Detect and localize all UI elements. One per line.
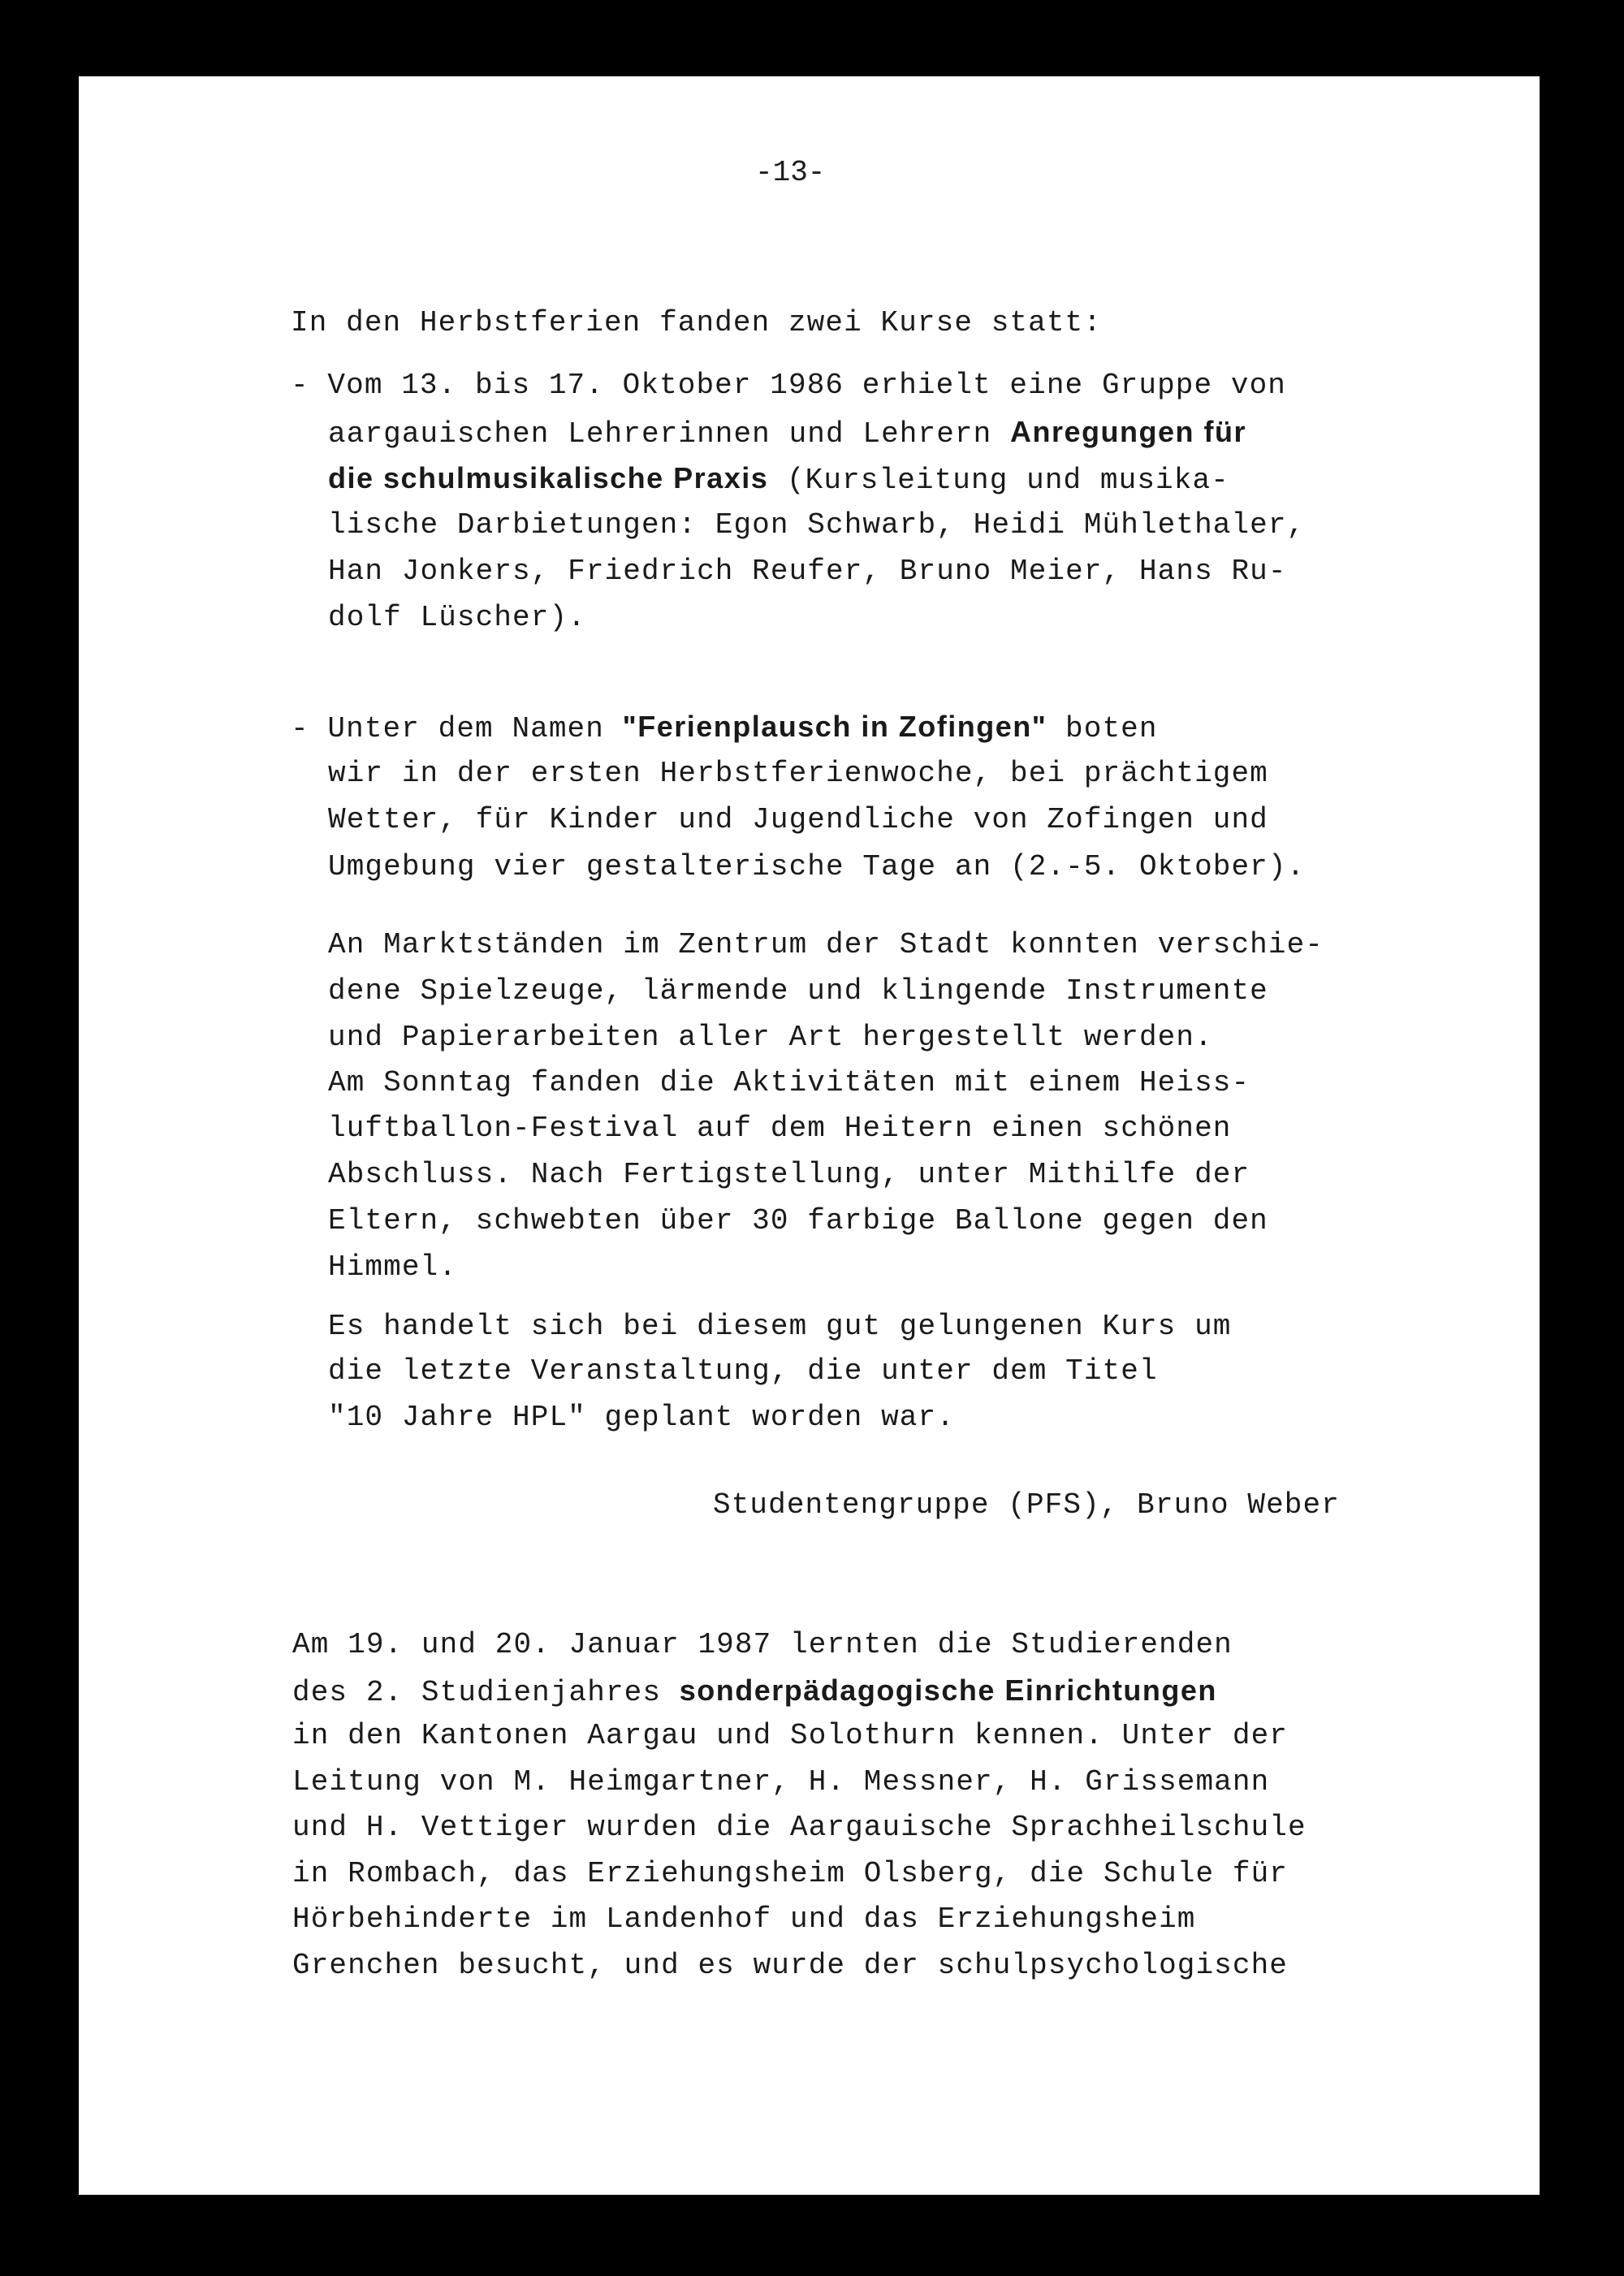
january-line-2: des 2. Studienjahres sonderpädagogische Einrichtungen [292, 1674, 1217, 1709]
course2-para2-line-2: dene Spielzeuge, lärmende und klingende Instrumente [328, 974, 1268, 1008]
course2-line-2: wir in der ersten Herbstferienwoche, bei prächtigem [328, 757, 1268, 790]
course2-para3-line-1: Es handelt sich bei diesem gut gelungenen Kurs um [328, 1310, 1232, 1343]
intro-line: In den Herbstferien fanden zwei Kurse statt: [291, 306, 1102, 339]
course2-para2-line-5: luftballon-Festival auf dem Heitern einen schönen [328, 1112, 1232, 1145]
course2-line-4: Umgebung vier gestalterische Tage an (2.-5. Oktober). [328, 850, 1306, 883]
course2-para3-line-2: die letzte Veranstaltung, die unter dem Titel [328, 1354, 1158, 1388]
course1-line-5: Han Jonkers, Friedrich Reufer, Bruno Meier, Hans Ru- [328, 555, 1287, 588]
course2-para3-line-3: "10 Jahre HPL" geplant worden war. [328, 1401, 955, 1434]
course1-line-3: die schulmusikalische Praxis (Kursleitung und musika- [328, 461, 1229, 497]
january-line-8: Grenchen besucht, und es wurde der schulpsychologische [292, 1949, 1288, 1982]
january-line-5: und H. Vettiger wurden die Aargauische Sprachheilschule [292, 1811, 1307, 1844]
page-number: -13- [755, 156, 826, 189]
course2-para2-line-3: und Papierarbeiten aller Art hergestellt werden. [328, 1021, 1213, 1054]
january-line-3: in den Kantonen Aargau und Solothurn kennen. Unter der [292, 1719, 1288, 1752]
course2-line-3: Wetter, für Kinder und Jugendliche von Zofingen und [328, 803, 1268, 836]
course2-para2-line-4: Am Sonntag fanden die Aktivitäten mit einem Heiss- [328, 1066, 1250, 1099]
january-line-7: Hörbehinderte im Landenhof und das Erziehungsheim [292, 1902, 1196, 1936]
course2-line-1: - Unter dem Namen "Ferienplausch in Zofingen" boten [291, 710, 1158, 745]
course2-para2-line-6: Abschluss. Nach Fertigstellung, unter Mithilfe der [328, 1158, 1250, 1191]
course2-para2-line-8: Himmel. [328, 1250, 457, 1284]
signature: Studentengruppe (PFS), Bruno Weber [713, 1488, 1340, 1522]
course1-line-1: - Vom 13. bis 17. Oktober 1986 erhielt eine Gruppe von [291, 369, 1286, 402]
course2-para2-line-7: Eltern, schwebten über 30 farbige Ballone gegen den [328, 1204, 1268, 1237]
course2-para2-line-1: An Marktständen im Zentrum der Stadt konnten verschie- [328, 928, 1324, 961]
january-line-4: Leitung von M. Heimgartner, H. Messner, H. Grissemann [292, 1765, 1270, 1799]
course1-line-2: aargauischen Lehrerinnen und Lehrern Anregungen für [328, 415, 1247, 451]
course1-line-6: dolf Lüscher). [328, 601, 586, 634]
january-line-1: Am 19. und 20. Januar 1987 lernten die Studierenden [292, 1628, 1233, 1661]
january-line-6: in Rombach, das Erziehungsheim Olsberg, die Schule für [292, 1857, 1288, 1890]
course1-line-4: lische Darbietungen: Egon Schwarb, Heidi Mühlethaler, [328, 508, 1306, 542]
